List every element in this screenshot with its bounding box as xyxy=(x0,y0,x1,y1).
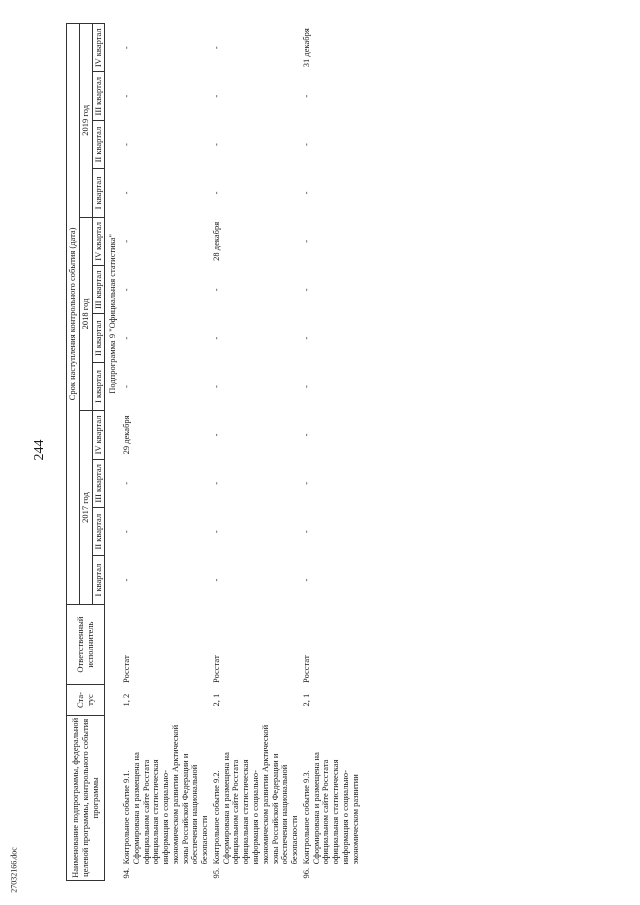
row-name: Контрольное событие 9.3. Сформирована и размещена на официальном сайте Росстата официальная статистическая информация о социально-экономическом развитии xyxy=(300,752,360,865)
table-cell: - xyxy=(210,481,221,485)
row-number: 96. xyxy=(300,867,311,879)
header-quarter: III квартал xyxy=(92,459,105,507)
table-cell: - xyxy=(210,578,221,582)
header-year-2019: 2019 год xyxy=(79,24,92,218)
table-cell: - xyxy=(210,46,221,50)
page-number: 244 xyxy=(32,439,47,461)
header-year-2017: 2017 год xyxy=(79,411,92,605)
table-cell: - xyxy=(210,143,221,147)
header-quarter: I квартал xyxy=(92,556,105,604)
table-cell: - xyxy=(121,94,132,98)
table-cell: - xyxy=(210,191,221,195)
row-responsible: Росстат xyxy=(300,655,311,683)
table-cell: - xyxy=(300,385,311,388)
table-cell: - xyxy=(300,433,311,437)
table-row xyxy=(211,24,301,881)
row-name: Контрольное событие 9.2. Сформирована и размещена на официальном сайте Росстата официальная статистическая информация о социально-экономическом развитии Арктической зоны Российской Федерации и обеспечении национальной безопасности xyxy=(210,724,300,865)
table-cell: - xyxy=(210,530,221,534)
table-row xyxy=(301,24,362,881)
header-quarter: IV квартал xyxy=(92,24,105,73)
header-quarter: III квартал xyxy=(92,72,105,120)
header-quarter: IV квартал xyxy=(92,217,105,265)
table-cell: - xyxy=(121,239,132,243)
row-responsible: Росстат xyxy=(121,655,132,683)
table-cell: - xyxy=(121,385,132,388)
table-cell: - xyxy=(121,143,132,147)
table-cell: - xyxy=(300,94,311,98)
table-cell: - xyxy=(300,239,311,243)
table-cell: - xyxy=(210,94,221,98)
header-quarter: II квартал xyxy=(92,120,105,168)
header-quarter: III квартал xyxy=(92,266,105,314)
control-events-table xyxy=(66,23,361,881)
rotated-table-area xyxy=(66,23,574,881)
header-year-2018: 2018 год xyxy=(79,217,92,411)
header-quarter: I квартал xyxy=(92,169,105,217)
table-cell: 28 декабря xyxy=(210,221,221,261)
table-cell: - xyxy=(121,191,132,195)
table-cell: - xyxy=(210,336,221,340)
row-number: 95. xyxy=(210,867,221,879)
header-quarter: II квартал xyxy=(92,508,105,556)
row-responsible: Росстат xyxy=(210,655,221,683)
row-status: 1, 2 xyxy=(121,693,132,707)
table-cell: - xyxy=(121,336,132,340)
subprogram-title: Подпрограмма 9 "Официальная статистика" xyxy=(107,234,118,394)
header-date-group: Срок наступления контрольного события (дата) xyxy=(67,24,80,605)
header-responsible: Ответственный исполнитель xyxy=(67,604,105,685)
table-cell: - xyxy=(300,481,311,485)
table-cell: - xyxy=(300,578,311,582)
row-name: Контрольное событие 9.1. Сформирована и размещена на официальном сайте Росстата официальная статистическая информация о социально-экономическом развитии Арктической зоны Российской Федерации и обеспечении национальной безопасности xyxy=(121,724,210,865)
table-cell: - xyxy=(300,191,311,195)
table-cell: - xyxy=(121,46,132,50)
table-cell: - xyxy=(210,385,221,388)
row-status: 2, 1 xyxy=(210,693,221,707)
header-quarter: I квартал xyxy=(92,362,105,410)
table-cell: - xyxy=(210,433,221,437)
table-cell: - xyxy=(300,288,311,292)
header-quarter: II квартал xyxy=(92,314,105,362)
table-cell: - xyxy=(300,530,311,534)
header-quarter: IV квартал xyxy=(92,411,105,459)
table-cell: 29 декабря xyxy=(121,415,132,455)
row-status: 2, 1 xyxy=(300,693,311,707)
table-cell: 31 декабря xyxy=(300,28,311,68)
row-number: 94. xyxy=(121,867,132,879)
table-cell: - xyxy=(121,481,132,485)
table-cell: - xyxy=(121,288,132,292)
table-cell: - xyxy=(300,336,311,340)
table-cell: - xyxy=(210,288,221,292)
table-row xyxy=(121,24,211,881)
footer-doc-name: 27032166.doc xyxy=(9,847,19,893)
table-cell: - xyxy=(121,530,132,534)
header-status: Ста-тус xyxy=(67,685,105,715)
header-name: Наименование подпрограммы, федеральной целевой программы, контрольного события программы xyxy=(67,715,105,880)
table-cell: - xyxy=(121,578,132,582)
table-cell: - xyxy=(300,143,311,147)
